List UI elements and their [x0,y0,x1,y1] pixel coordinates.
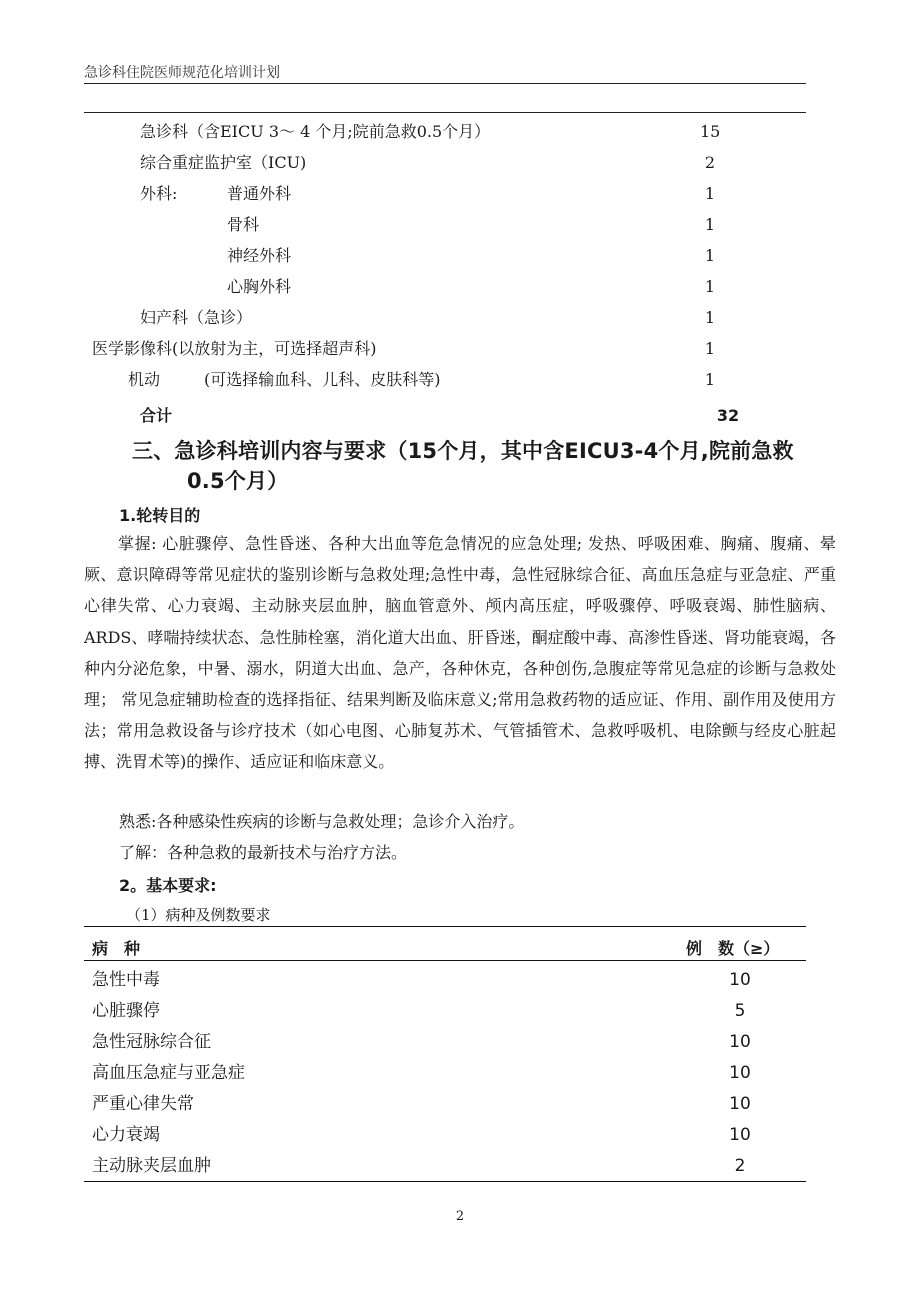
table-top-rule [84,112,806,113]
disease-table-caption: （1）病种及例数要求 [126,906,271,924]
rotation-label: 机动 [128,370,161,389]
table-row-count: 10 [729,1125,751,1145]
column-header-count: 例 数（≥） [686,939,780,958]
table-row-count: 5 [734,1001,746,1021]
master-paragraph: 掌握: 心脏骤停、急性昏迷、各种大出血等危急情况的应急处理; 发热、呼吸困难、胸痛、腹痛、晕厥、意识障碍等常见症状的鉴别诊断与急救处理;急性中毒，急性冠脉综合征、高血压急症与亚急症、严重心律失常、心力衰竭、主动脉夹层血肿，脑血管意外、颅内高压症，呼吸骤停、呼吸衰竭、肺性脑病、ARDS、哮喘持续状态、急性肺栓塞，消化道大出血、肝昏迷，酮症酸中毒、高渗性昏迷、肾功能衰竭，各种内分泌危象，中暑、溺水，阴道大出血、急产，各种休克，各种创伤,急腹症等常见急症的诊断与急救处理； 常见急症辅助检查的选择指征、结果判断及临床意义;常用急救药物的适应证、作用、副作用及使用方法；常用急救设备与诊疗技术（如心电图、心肺复苏术、气管插管术、急救呼吸机、电除颤与经皮心脏起搏、洗胃术等)的操作、适应证和临床意义。 [84,534,836,772]
rotation-months: 1 [704,215,716,234]
rotation-months: 1 [704,277,716,296]
column-header-disease: 病 种 [92,939,141,958]
table-row-disease: 急性中毒 [92,970,160,990]
table-bottom-border [84,1181,806,1182]
rotation-months: 1 [704,339,716,358]
rotation-label: 外科: [140,184,178,203]
rotation-months: 1 [704,370,716,389]
section-title-line2: 0.5个月） [187,469,289,493]
table-top-border [84,926,806,927]
header-rule [84,83,806,84]
rotation-label: 急诊科（含EICU 3～ 4 个月;院前急救0.5个月） [140,122,491,141]
table-row-disease: 严重心律失常 [92,1094,194,1114]
rotation-label: 心胸外科 [227,277,292,296]
rotation-label: 神经外科 [227,246,292,265]
rotation-months: 1 [704,308,716,327]
table-row-disease: 心力衰竭 [92,1125,160,1145]
rotation-total-value: 32 [716,406,740,425]
table-row-count: 10 [729,1063,751,1083]
rotation-label: 医学影像科(以放射为主，可选择超声科) [92,339,377,358]
document-header: 急诊科住院医师规范化培训计划 [84,65,280,81]
table-row-disease: 急性冠脉综合征 [92,1032,211,1052]
section-title-line1: 三、急诊科培训内容与要求（15个月，其中含EICU3-4个月,院前急救 [132,439,794,463]
rotation-months: 2 [704,153,716,172]
table-row-count: 10 [729,1032,751,1052]
understand-paragraph: 了解：各种急救的最新技术与治疗方法。 [119,843,408,862]
table-row-disease: 高血压急症与亚急症 [92,1063,245,1083]
rotation-label: 骨科 [227,215,260,234]
rotation-months: 15 [700,122,721,141]
familiar-paragraph: 熟悉:各种感染性疾病的诊断与急救处理；急诊介入治疗。 [119,812,525,831]
table-row-disease: 心脏骤停 [92,1001,160,1021]
rotation-note: (可选择输血科、儿科、皮肤科等) [204,370,441,389]
table-row-disease: 主动脉夹层血肿 [92,1156,211,1176]
table-header-rule [84,960,806,961]
basic-requirements-title: 2。基本要求: [119,876,217,895]
page-number: 2 [455,1209,465,1224]
table-row-count: 2 [734,1156,746,1176]
table-row-count: 10 [729,970,751,990]
rotation-months: 1 [704,246,716,265]
purpose-title: 1.轮转目的 [119,506,201,525]
rotation-label: 综合重症监护室（ICU) [140,153,307,172]
rotation-months: 1 [704,184,716,203]
rotation-label: 普通外科 [227,184,292,203]
section-title [132,436,832,496]
rotation-label: 妇产科（急诊） [140,308,253,327]
table-row-count: 10 [729,1094,751,1114]
rotation-total-label: 合计 [140,406,173,425]
